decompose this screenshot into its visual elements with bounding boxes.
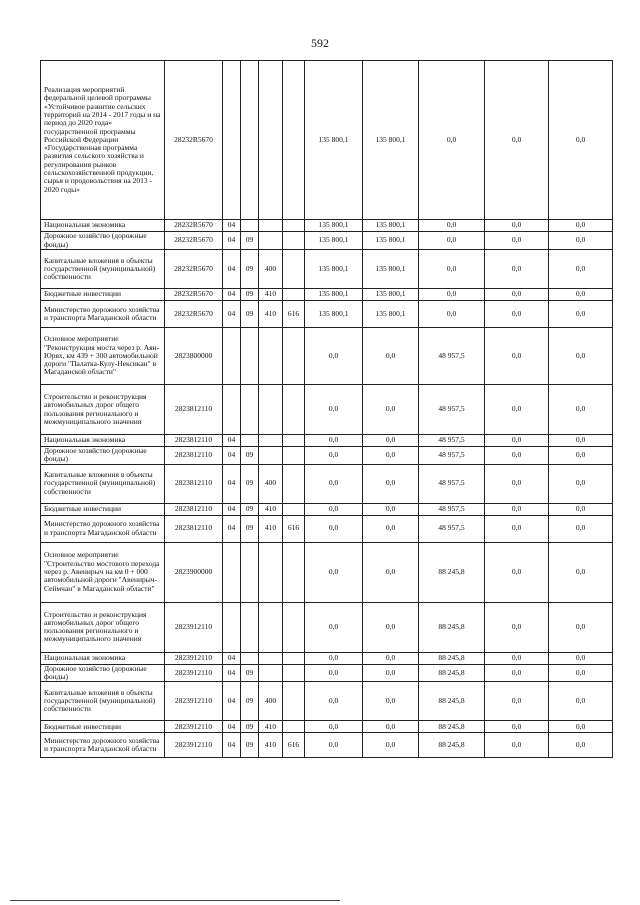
budget-code: 2823812110 (165, 515, 223, 542)
section-code: 04 (223, 464, 241, 503)
value-col-4: 0,0 (485, 61, 549, 220)
row-name: Реализация мероприятий федеральной целевой программы «Устойчивое развитие сельских территорий на 2014 - 2017 годы и на период до 2020 года» государственной программы Российской Федерации «Государственная программа развития сельского хозяйства и регулирования рынков сельскохозяйственной продукции, сырья и продовольствия на 2013 - 2020 годы» (41, 61, 165, 220)
budget-code: 2823812110 (165, 447, 223, 465)
section-code (223, 328, 241, 385)
table-row (41, 503, 613, 515)
value-col-5: 0,0 (549, 733, 613, 758)
row-name: Бюджетные инвестиции (41, 721, 165, 733)
value-col-3: 88 245,8 (419, 721, 485, 733)
subsection-code (241, 652, 259, 664)
administrator-code: 616 (283, 301, 305, 328)
value-col-2: 0,0 (363, 515, 419, 542)
section-code: 04 (223, 652, 241, 664)
budget-code: 2823800000 (165, 328, 223, 385)
subsection-code: 09 (241, 447, 259, 465)
value-col-5: 0,0 (549, 385, 613, 435)
administrator-code (283, 250, 305, 289)
expense-type-code: 400 (259, 682, 283, 721)
subsection-code (241, 220, 259, 232)
value-col-5: 0,0 (549, 447, 613, 465)
section-code: 04 (223, 250, 241, 289)
value-col-3: 0,0 (419, 301, 485, 328)
value-col-1: 0,0 (305, 721, 363, 733)
budget-code: 2823812110 (165, 464, 223, 503)
section-code: 04 (223, 301, 241, 328)
value-col-3: 0,0 (419, 220, 485, 232)
value-col-1: 135 800,1 (305, 61, 363, 220)
table-row (41, 464, 613, 503)
value-col-5: 0,0 (549, 542, 613, 602)
value-col-1: 0,0 (305, 447, 363, 465)
row-name: Капитальные вложения в объекты государственной (муниципальной) собственности (41, 682, 165, 721)
value-col-2: 0,0 (363, 435, 419, 447)
value-col-3: 48 957,5 (419, 435, 485, 447)
row-name: Национальная экономика (41, 220, 165, 232)
value-col-2: 0,0 (363, 664, 419, 682)
value-col-3: 48 957,5 (419, 515, 485, 542)
budget-code: 28232R5670 (165, 232, 223, 250)
value-col-4: 0,0 (485, 250, 549, 289)
value-col-5: 0,0 (549, 652, 613, 664)
expense-type-code (259, 220, 283, 232)
expense-type-code (259, 435, 283, 447)
table-row (41, 328, 613, 385)
section-code: 04 (223, 682, 241, 721)
value-col-2: 0,0 (363, 721, 419, 733)
budget-code: 2823912110 (165, 652, 223, 664)
budget-code: 28232R5670 (165, 301, 223, 328)
subsection-code: 09 (241, 289, 259, 301)
value-col-1: 0,0 (305, 602, 363, 652)
value-col-5: 0,0 (549, 602, 613, 652)
budget-table (40, 60, 613, 758)
expense-type-code: 410 (259, 721, 283, 733)
row-name: Капитальные вложения в объекты государственной (муниципальной) собственности (41, 464, 165, 503)
subsection-code: 09 (241, 664, 259, 682)
expense-type-code: 410 (259, 289, 283, 301)
value-col-3: 88 245,8 (419, 682, 485, 721)
administrator-code: 616 (283, 515, 305, 542)
administrator-code (283, 464, 305, 503)
value-col-4: 0,0 (485, 328, 549, 385)
subsection-code: 09 (241, 515, 259, 542)
table-row (41, 664, 613, 682)
value-col-1: 0,0 (305, 464, 363, 503)
administrator-code (283, 385, 305, 435)
value-col-2: 135 800,1 (363, 301, 419, 328)
value-col-4: 0,0 (485, 515, 549, 542)
value-col-2: 0,0 (363, 503, 419, 515)
administrator-code (283, 61, 305, 220)
value-col-1: 0,0 (305, 664, 363, 682)
value-col-1: 135 800,1 (305, 220, 363, 232)
section-code: 04 (223, 515, 241, 542)
section-code: 04 (223, 664, 241, 682)
expense-type-code (259, 664, 283, 682)
value-col-5: 0,0 (549, 289, 613, 301)
budget-code: 2823812110 (165, 503, 223, 515)
expense-type-code (259, 232, 283, 250)
value-col-3: 0,0 (419, 61, 485, 220)
value-col-3: 48 957,5 (419, 447, 485, 465)
row-name: Дорожное хозяйство (дорожные фонды) (41, 447, 165, 465)
administrator-code (283, 232, 305, 250)
value-col-3: 88 245,8 (419, 542, 485, 602)
expense-type-code: 410 (259, 515, 283, 542)
budget-code: 2823912110 (165, 602, 223, 652)
value-col-4: 0,0 (485, 435, 549, 447)
value-col-5: 0,0 (549, 328, 613, 385)
value-col-3: 0,0 (419, 289, 485, 301)
table-row (41, 250, 613, 289)
subsection-code (241, 542, 259, 602)
value-col-4: 0,0 (485, 652, 549, 664)
row-name: Министерство дорожного хозяйства и транспорта Магаданской области (41, 301, 165, 328)
value-col-2: 0,0 (363, 328, 419, 385)
value-col-3: 88 245,8 (419, 652, 485, 664)
value-col-5: 0,0 (549, 250, 613, 289)
subsection-code: 09 (241, 232, 259, 250)
section-code: 04 (223, 289, 241, 301)
section-code: 04 (223, 435, 241, 447)
value-col-2: 0,0 (363, 602, 419, 652)
value-col-3: 48 957,5 (419, 464, 485, 503)
value-col-5: 0,0 (549, 682, 613, 721)
budget-code: 28232R5670 (165, 61, 223, 220)
expense-type-code (259, 385, 283, 435)
value-col-2: 0,0 (363, 682, 419, 721)
value-col-3: 88 245,8 (419, 664, 485, 682)
section-code (223, 61, 241, 220)
table-row (41, 721, 613, 733)
administrator-code (283, 289, 305, 301)
row-name: Строительство и реконструкция автомобильных дорог общего пользования регионального и межмуниципального значения (41, 385, 165, 435)
value-col-1: 0,0 (305, 652, 363, 664)
value-col-2: 135 800,1 (363, 232, 419, 250)
row-name: Бюджетные инвестиции (41, 503, 165, 515)
value-col-4: 0,0 (485, 602, 549, 652)
value-col-1: 135 800,1 (305, 289, 363, 301)
table-row (41, 652, 613, 664)
section-code (223, 602, 241, 652)
value-col-5: 0,0 (549, 301, 613, 328)
administrator-code (283, 652, 305, 664)
value-col-4: 0,0 (485, 464, 549, 503)
budget-code: 2823900000 (165, 542, 223, 602)
row-name: Дорожное хозяйство (дорожные фонды) (41, 232, 165, 250)
administrator-code (283, 682, 305, 721)
subsection-code: 09 (241, 682, 259, 721)
table-row (41, 515, 613, 542)
administrator-code (283, 542, 305, 602)
expense-type-code (259, 328, 283, 385)
section-code: 04 (223, 220, 241, 232)
administrator-code: 616 (283, 733, 305, 758)
value-col-4: 0,0 (485, 232, 549, 250)
budget-code: 28232R5670 (165, 220, 223, 232)
value-col-3: 0,0 (419, 232, 485, 250)
value-col-1: 0,0 (305, 733, 363, 758)
value-col-5: 0,0 (549, 721, 613, 733)
table-row (41, 289, 613, 301)
value-col-4: 0,0 (485, 301, 549, 328)
row-name: Капитальные вложения в объекты государственной (муниципальной) собственности (41, 250, 165, 289)
value-col-4: 0,0 (485, 682, 549, 721)
value-col-4: 0,0 (485, 289, 549, 301)
value-col-4: 0,0 (485, 664, 549, 682)
table-row (41, 232, 613, 250)
table-row (41, 447, 613, 465)
value-col-3: 88 245,8 (419, 733, 485, 758)
value-col-1: 0,0 (305, 515, 363, 542)
subsection-code (241, 61, 259, 220)
subsection-code (241, 602, 259, 652)
section-code: 04 (223, 733, 241, 758)
row-name: Национальная экономика (41, 652, 165, 664)
value-col-2: 135 800,1 (363, 220, 419, 232)
expense-type-code (259, 602, 283, 652)
table-row (41, 301, 613, 328)
row-name: Строительство и реконструкция автомобильных дорог общего пользования регионального и межмуниципального значения (41, 602, 165, 652)
value-col-5: 0,0 (549, 220, 613, 232)
value-col-5: 0,0 (549, 464, 613, 503)
value-col-4: 0,0 (485, 385, 549, 435)
value-col-1: 135 800,1 (305, 250, 363, 289)
value-col-5: 0,0 (549, 515, 613, 542)
value-col-1: 0,0 (305, 503, 363, 515)
subsection-code: 09 (241, 721, 259, 733)
administrator-code (283, 447, 305, 465)
expense-type-code (259, 652, 283, 664)
row-name: Министерство дорожного хозяйства и транспорта Магаданской области (41, 515, 165, 542)
administrator-code (283, 721, 305, 733)
value-col-5: 0,0 (549, 232, 613, 250)
value-col-1: 135 800,1 (305, 232, 363, 250)
value-col-1: 0,0 (305, 682, 363, 721)
value-col-2: 135 800,1 (363, 250, 419, 289)
section-code: 04 (223, 503, 241, 515)
table-row (41, 435, 613, 447)
row-name: Основное мероприятие "Строительство мостового перехода через р. Авенирыч на км 0 + 000 автомобильной дороги "Авенирыч-Сеймчан" в Магаданской области" (41, 542, 165, 602)
section-code (223, 542, 241, 602)
value-col-2: 0,0 (363, 652, 419, 664)
table-row (41, 682, 613, 721)
value-col-2: 0,0 (363, 385, 419, 435)
value-col-4: 0,0 (485, 721, 549, 733)
expense-type-code: 410 (259, 301, 283, 328)
value-col-3: 88 245,8 (419, 602, 485, 652)
administrator-code (283, 664, 305, 682)
value-col-2: 135 800,1 (363, 289, 419, 301)
budget-code: 2823912110 (165, 733, 223, 758)
expense-type-code (259, 542, 283, 602)
section-code (223, 385, 241, 435)
footer-divider (10, 900, 340, 901)
expense-type-code: 400 (259, 464, 283, 503)
subsection-code (241, 385, 259, 435)
page-number: 592 (311, 36, 329, 50)
administrator-code (283, 602, 305, 652)
budget-code: 28232R5670 (165, 289, 223, 301)
row-name: Дорожное хозяйство (дорожные фонды) (41, 664, 165, 682)
table-row (41, 733, 613, 758)
value-col-5: 0,0 (549, 435, 613, 447)
table-row (41, 385, 613, 435)
budget-code: 2823812110 (165, 435, 223, 447)
value-col-5: 0,0 (549, 503, 613, 515)
table-row (41, 61, 613, 220)
subsection-code: 09 (241, 250, 259, 289)
table-row (41, 542, 613, 602)
subsection-code (241, 328, 259, 385)
administrator-code (283, 503, 305, 515)
value-col-3: 48 957,5 (419, 385, 485, 435)
expense-type-code (259, 447, 283, 465)
value-col-1: 0,0 (305, 385, 363, 435)
expense-type-code: 400 (259, 250, 283, 289)
value-col-4: 0,0 (485, 733, 549, 758)
section-code: 04 (223, 232, 241, 250)
value-col-2: 0,0 (363, 733, 419, 758)
administrator-code (283, 220, 305, 232)
value-col-4: 0,0 (485, 220, 549, 232)
administrator-code (283, 328, 305, 385)
value-col-1: 0,0 (305, 542, 363, 602)
subsection-code: 09 (241, 301, 259, 328)
value-col-5: 0,0 (549, 61, 613, 220)
table-row (41, 220, 613, 232)
expense-type-code: 410 (259, 733, 283, 758)
value-col-3: 0,0 (419, 250, 485, 289)
table-row (41, 602, 613, 652)
row-name: Министерство дорожного хозяйства и транспорта Магаданской области (41, 733, 165, 758)
value-col-3: 48 957,5 (419, 328, 485, 385)
subsection-code: 09 (241, 733, 259, 758)
expense-type-code: 410 (259, 503, 283, 515)
budget-code: 2823912110 (165, 664, 223, 682)
expense-type-code (259, 61, 283, 220)
value-col-4: 0,0 (485, 503, 549, 515)
table-body (41, 61, 613, 758)
row-name: Бюджетные инвестиции (41, 289, 165, 301)
subsection-code: 09 (241, 464, 259, 503)
budget-code: 2823812110 (165, 385, 223, 435)
value-col-2: 0,0 (363, 542, 419, 602)
budget-code: 28232R5670 (165, 250, 223, 289)
subsection-code: 09 (241, 503, 259, 515)
administrator-code (283, 435, 305, 447)
value-col-4: 0,0 (485, 542, 549, 602)
row-name: Национальная экономика (41, 435, 165, 447)
row-name: Основное мероприятие "Реконструкция моста через р. Аян-Юрях, км 439 + 300 автомобильной дороги "Палатка-Кулу-Нексикан" в Магаданской области" (41, 328, 165, 385)
value-col-4: 0,0 (485, 447, 549, 465)
value-col-5: 0,0 (549, 664, 613, 682)
value-col-1: 0,0 (305, 328, 363, 385)
value-col-2: 0,0 (363, 464, 419, 503)
value-col-2: 135 800,1 (363, 61, 419, 220)
section-code: 04 (223, 721, 241, 733)
subsection-code (241, 435, 259, 447)
value-col-1: 135 800,1 (305, 301, 363, 328)
budget-code: 2823912110 (165, 682, 223, 721)
value-col-2: 0,0 (363, 447, 419, 465)
section-code: 04 (223, 447, 241, 465)
value-col-1: 0,0 (305, 435, 363, 447)
value-col-3: 48 957,5 (419, 503, 485, 515)
budget-code: 2823912110 (165, 721, 223, 733)
